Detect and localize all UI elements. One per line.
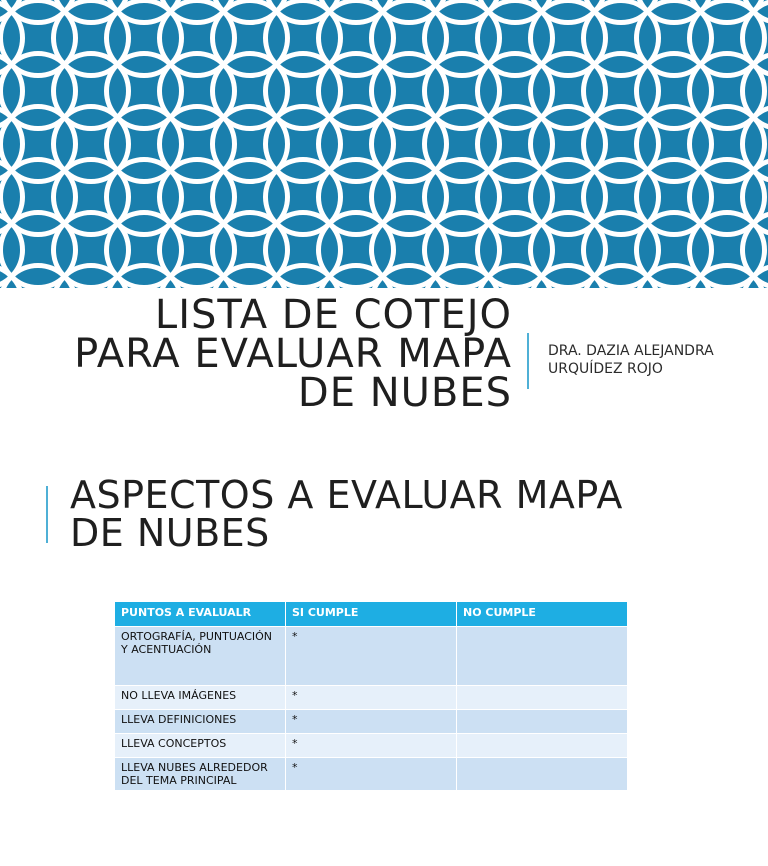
no-cumple-cell [457,627,628,686]
title-divider [527,333,529,389]
criterion-cell: ORTOGRAFÍA, PUNTUACIÓN Y ACENTUACIÓN [115,627,286,686]
heading-divider [46,486,48,543]
author-subtitle [548,342,763,378]
checklist-table [114,601,628,791]
table-row [115,686,628,710]
author-line: URQUÍDEZ ROJO [548,361,663,377]
criterion-cell: NO LLEVA IMÁGENES [115,686,286,710]
si-cumple-cell: * [286,710,457,734]
slide-title [0,292,512,416]
column-header-si-cumple: SI CUMPLE [286,602,457,627]
no-cumple-cell [457,734,628,758]
column-header-no-cumple: NO CUMPLE [457,602,628,627]
si-cumple-cell: * [286,686,457,710]
section-heading-line: DE NUBES [70,511,270,555]
slide-title-line: LISTA DE COTEJO [154,292,512,338]
si-cumple-cell: * [286,758,457,791]
decorative-pattern-banner [0,0,768,288]
criterion-cell: LLEVA CONCEPTOS [115,734,286,758]
si-cumple-cell: * [286,734,457,758]
criterion-cell: LLEVA NUBES ALREDEDOR DEL TEMA PRINCIPAL [115,758,286,791]
table-row [115,710,628,734]
slide-title-line: DE NUBES [297,370,512,416]
si-cumple-cell: * [286,627,457,686]
author-line: DRA. DAZIA ALEJANDRA [548,343,714,359]
column-header-criterion: PUNTOS A EVALUALR [115,602,286,627]
no-cumple-cell [457,758,628,791]
no-cumple-cell [457,710,628,734]
table-row [115,627,628,686]
no-cumple-cell [457,686,628,710]
table-header-row [115,602,628,627]
slide-title-line: PARA EVALUAR MAPA [74,331,512,377]
table-row [115,758,628,791]
section-heading-line: ASPECTOS A EVALUAR MAPA [70,473,623,517]
table-row [115,734,628,758]
criterion-cell: LLEVA DEFINICIONES [115,710,286,734]
interlocking-circles-pattern [0,0,768,288]
section-heading [70,473,760,555]
